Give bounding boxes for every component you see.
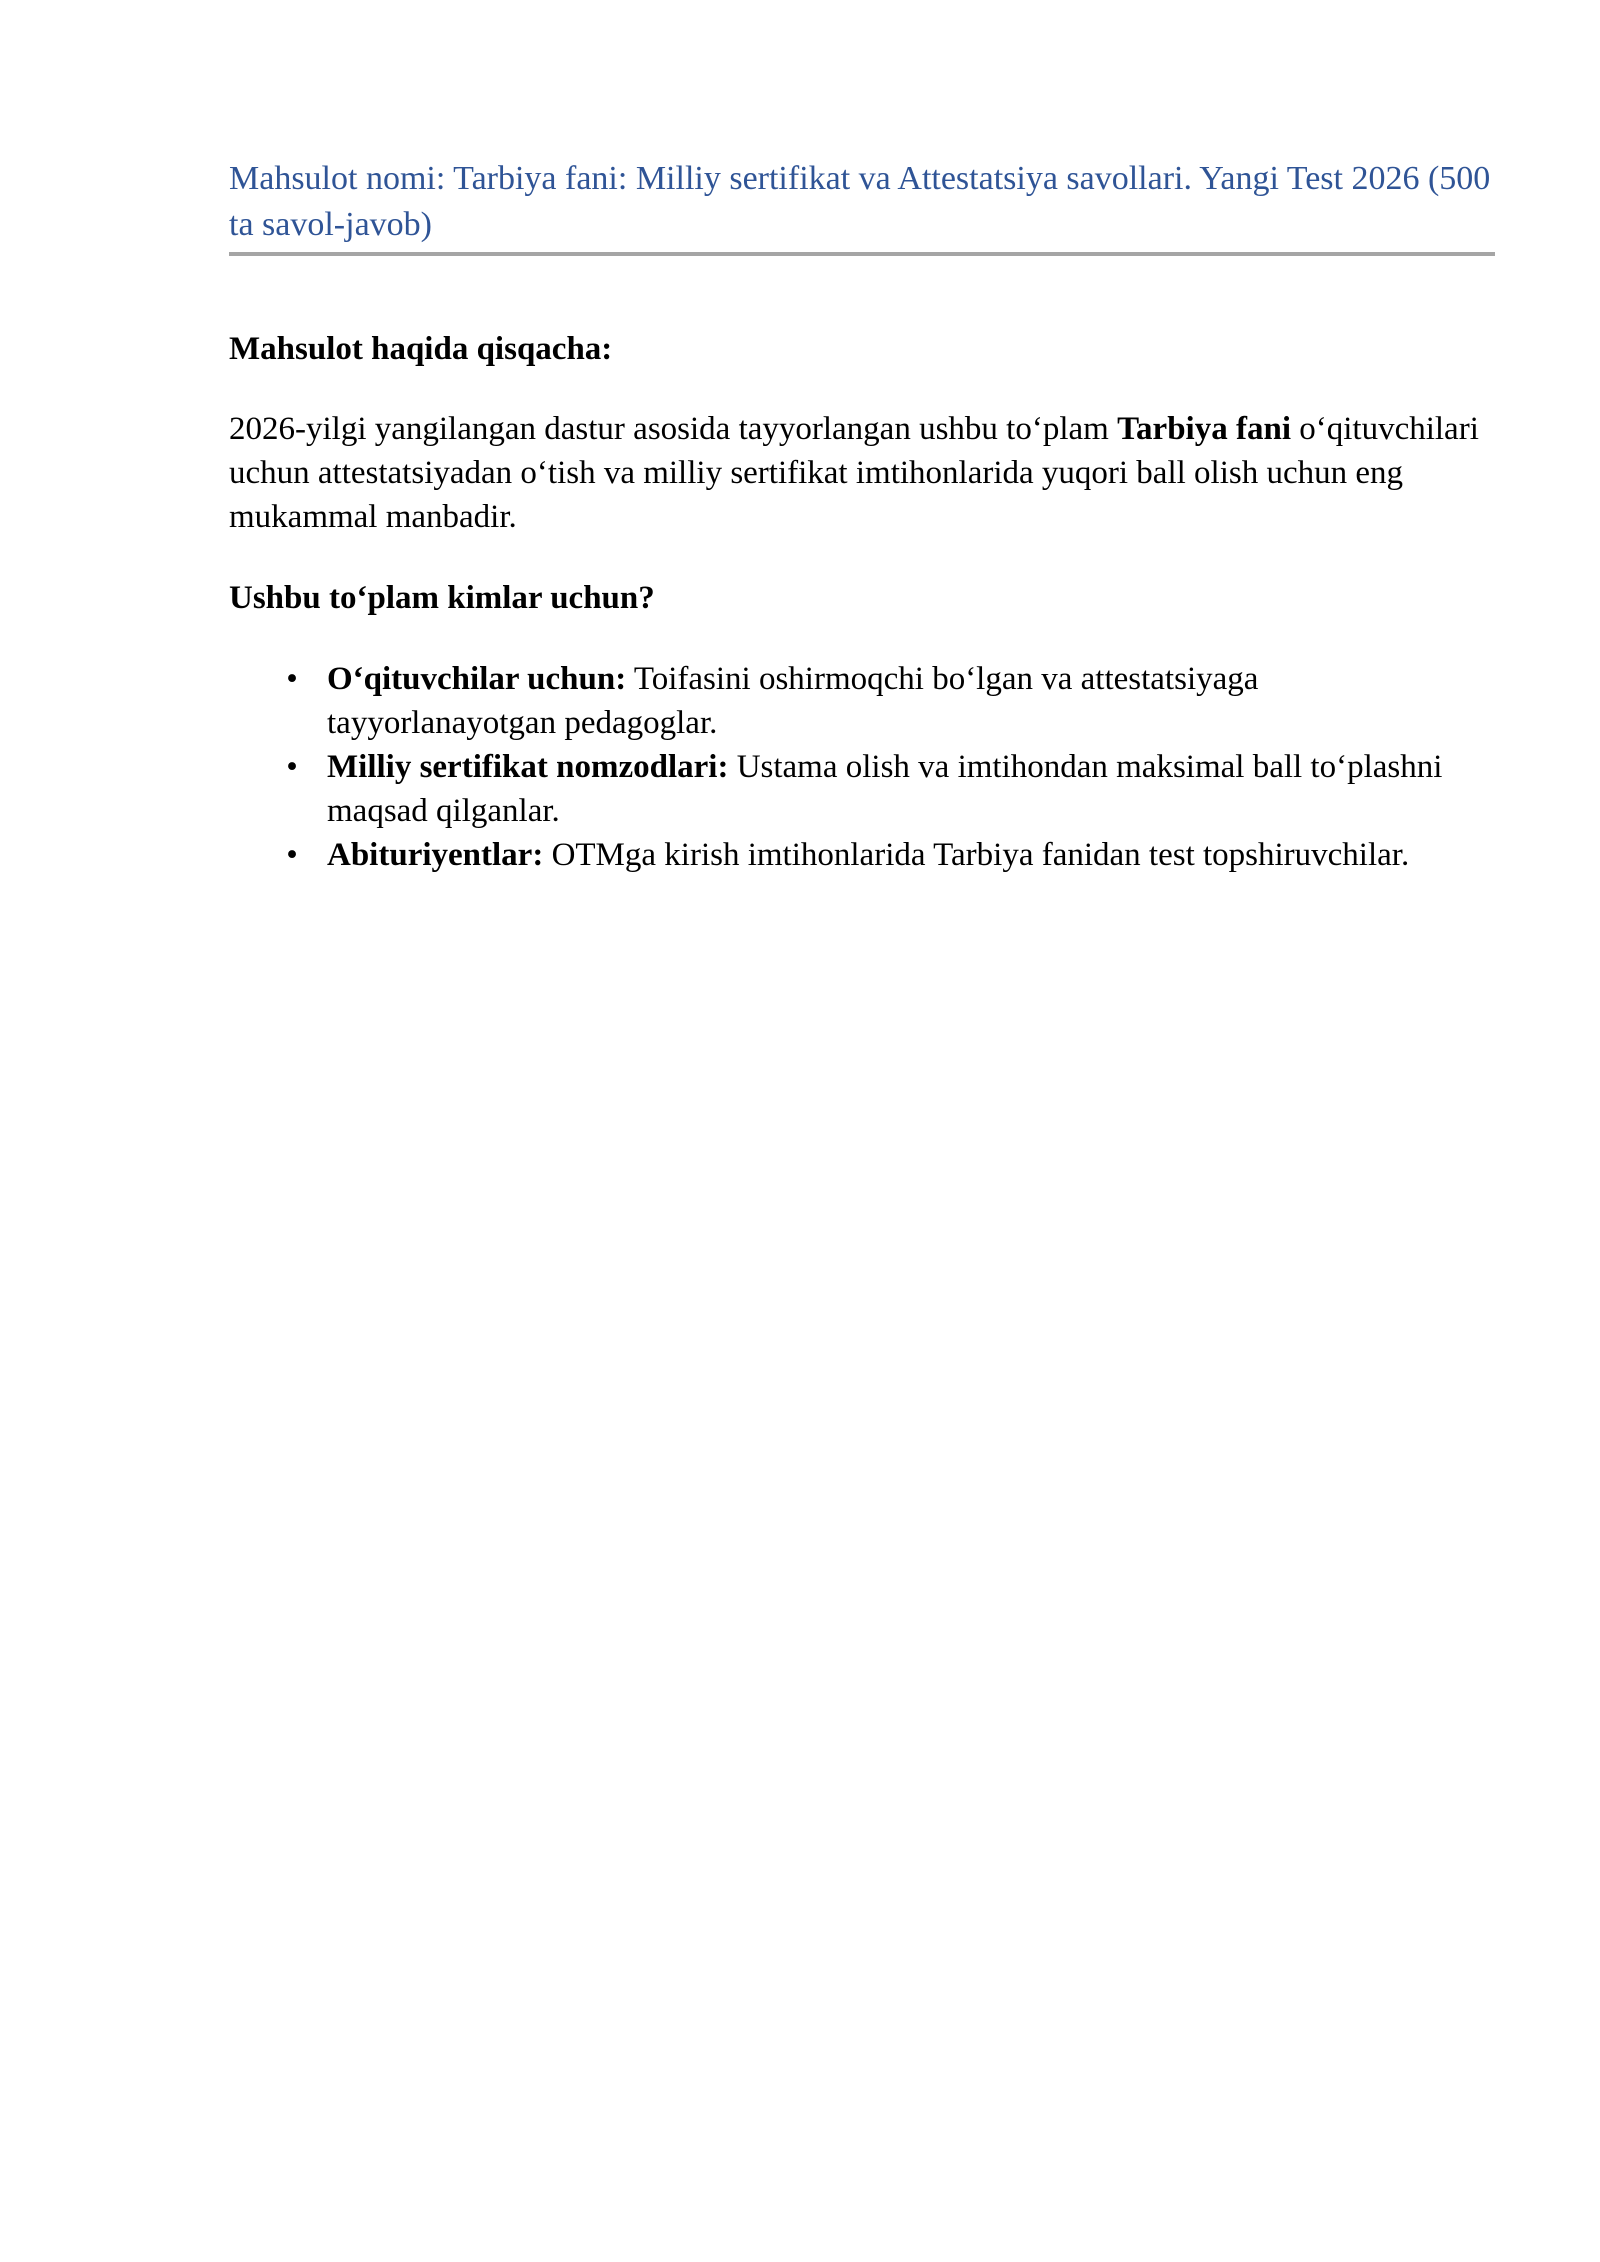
summary-heading: Mahsulot haqida qisqacha: — [229, 331, 613, 367]
list-item-text: OTMga kirish imtihonlarida Tarbiya fanidan test topshiruvchilar. — [543, 837, 1410, 873]
bullet-icon: • — [286, 661, 298, 697]
list-item-text: Toifasini oshirmoqchi bo‘lgan va attestatsiyaga tayyorlanayotgan pedagoglar. — [327, 661, 1259, 741]
summary-text-start: 2026-yilgi yangilangan dastur asosida tayyorlangan ushbu to‘plam — [229, 411, 1118, 447]
audience-heading: Ushbu to‘plam kimlar uchun? — [229, 580, 655, 616]
list-item — [229, 745, 1495, 833]
list-item — [229, 833, 1495, 877]
summary-paragraph — [229, 407, 1495, 539]
list-item-label: Abituriyentlar: — [327, 837, 544, 873]
bullet-icon: • — [286, 749, 298, 785]
bullet-icon: • — [286, 837, 298, 873]
document-page — [229, 156, 1495, 877]
summary-text-end: o‘qituvchilari uchun attestatsiyadan o‘tish va milliy sertifikat imtihonlarida yuqori ball olish uchun eng mukammal manbadir. — [229, 411, 1479, 535]
audience-list — [229, 657, 1495, 877]
summary-subject-bold: Tarbiya fani — [1117, 411, 1291, 447]
list-item — [229, 657, 1495, 745]
list-item-label: Milliy sertifikat nomzodlari: — [327, 749, 729, 785]
list-item-label: O‘qituvchilar uchun: — [327, 661, 627, 697]
list-item-text: Ustama olish va imtihondan maksimal ball to‘plashni maqsad qilganlar. — [327, 749, 1443, 829]
document-title: Mahsulot nomi: Tarbiya fani: Milliy sertifikat va Attestatsiya savollari. Yangi Test 2026 (500 ta savol-javob) — [229, 156, 1495, 256]
